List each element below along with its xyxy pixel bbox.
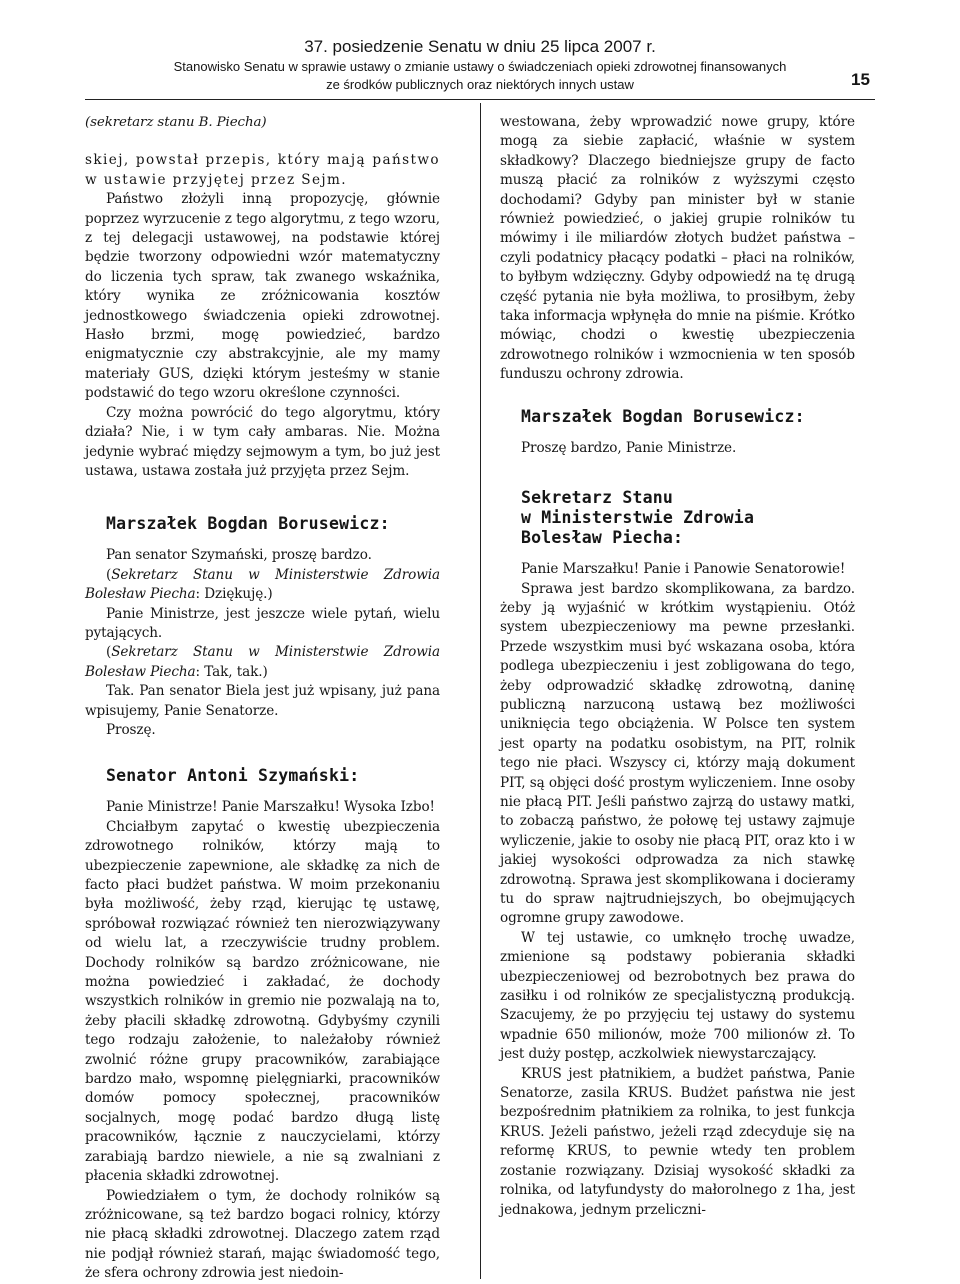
- paragraph: Powiedziałem o tym, że dochody rolników są zróżnicowane, są też bardzo bogaci rolnicy, którzy nie płacą składki zdrowotnej. Dlaczego zatem rząd nie podjął również starań, mając świadomość tego, że sfera ochrony zdrowia jest niedoin-: [85, 1187, 440, 1282]
- paragraph: Tak. Pan senator Biela jest już wpisany, już pana wpisujemy, Panie Senatorze.: [85, 683, 440, 719]
- page-number: 15: [851, 70, 870, 89]
- stage-open: (: [106, 566, 112, 583]
- speaker-heading-line: w Ministerstwie Zdrowia: [521, 508, 755, 528]
- subject-line-2: ze środków publicznych oraz niektórych innych ustaw: [326, 77, 634, 92]
- stage-direction: [85, 643, 440, 682]
- paragraph: Panie Ministrze! Panie Marszałku! Wysoka Izbo!: [106, 799, 435, 816]
- paragraph: Panie Ministrze, jest jeszcze wiele pytań, wielu pytających.: [85, 605, 440, 641]
- column-divider: [480, 103, 481, 1279]
- stage-speaker: Sekretarz Stanu w Ministerstwie Zdrowia Bolesław Piecha: [85, 644, 440, 680]
- paragraph: westowana, żeby wprowadzić nowe grupy, które mogą za siebie zapłacić, właśnie w system składkowy? Dlaczego biedniejsze grupy de facto muszą płacić za rolników z wyższymi często dochodami? Gdyby pan minister był w stanie również powiedzieć, o jakiej grupie rolników tu mówimy i ile miliardów złotych budżet państwa – czyli podatnicy płacący podatki – płaci na rolników, to byłbym wdzięczny. Gdyby odpowiedź na tę drugą część pytania nie była możliwa, to prosiłbym, żeby taka informacja wpłynęła do mnie na piśmie. Krótko mówiąc, chodzi o kwestię ubezpieczenia zdrowotnego rolników i wzmocnienia w ten sposób funduszu ochrony zdrowia.: [500, 114, 855, 383]
- paragraph: Sprawa jest bardzo skomplikowana, za bardzo. żeby ją wyjaśnić w krótkim wystąpieniu. Otóż system ubezpieczeniowy ma pewne przesłanki. Przede wszystkim musi być wskazana osoba, która podlega ubezpieczeniu i jest zobligowana do tego, żeby odprowadzić składkę zdrowotną, daninę publiczną narzuconą ustawą bez możliwości uniknięcia tego obciążenia. W Polsce ten system jest oparty na podatku osobistym, na PIT, rolnik tego nie płaci. Wszyscy ci, którzy mają dokument PIT, są objęci dość prostym wyliczeniem. Inne osoby nie płacą PIT. Jeśli państwo zajrzą do ustawy matki, to zobaczą państwo, że połowę tej ustawy zajmuje wyliczenie, jakie to osoby nie płacą PIT, oraz kto i w jakiej wysokości odprowadza za nich stawkę zdrowotną. Sprawa jest skomplikowana i docieramy tu do spraw najtrudniejszych, bo obejmujących ogromne grupy zawodowe.: [500, 580, 855, 927]
- paragraph: Pan senator Szymański, proszę bardzo.: [106, 547, 372, 564]
- session-title: 37. posiedzenie Senatu w dniu 25 lipca 2007 r.: [304, 37, 656, 56]
- header-rule: [85, 99, 875, 100]
- speaker-heading: Senator Antoni Szymański:: [106, 766, 360, 786]
- paragraph: KRUS jest płatnikiem, a budżet państwa, Panie Senatorze, zasila KRUS. Budżet państwa nie jest bezpośrednim płatnikiem za rolnika, to jest funkcja KRUS. Jeżeli państwo, jeżeli rząd zdecyduje się na reformę KRUS, to pewnie wtedy ten problem zostanie rozwiązany. Dzisiaj wysokość składki za rolnika, od latyfundysty do małorolnego z 1ha, jest jednakowa, jednym przeliczni-: [500, 1065, 855, 1218]
- speaker-note: (sekretarz stanu B. Piecha): [85, 115, 267, 130]
- speaker-heading-line: Sekretarz Stanu: [521, 488, 674, 508]
- paragraph: Państwo złożyli inną propozycję, głównie poprzez wyrzucenie z tego algorytmu, z tego wzoru, z tej delegacji ustawowej, na podstawie której będzie tworzony odpowiedni wzór matematyczny do liczenia tych spraw, tak zwanego wskaźnika, który wynika ze zróżnicowania kosztów jednostkowego świadczenia opieki zdrowotnej. Hasło brzmi, mogę powiedzieć, bardzo enigmatycznie czy abstrakcyjnie, ale my mamy materiały GUS, dzięki którym jesteśmy w stanie podstawić do tego wzoru określone czynności.: [85, 191, 440, 402]
- stage-direction: [85, 566, 440, 605]
- paragraph: Czy można powrócić do tego algorytmu, który działa? Nie, i w tym cały ambaras. Nie. Można jedynie wybrać między sejmowym a tym, bo już jest ustawa, ustawa została już przyjęta przez Sejm.: [85, 404, 440, 479]
- page-header: [85, 36, 875, 94]
- right-column: [500, 113, 855, 1220]
- stage-speaker: Sekretarz Stanu w Ministerstwie Zdrowia Bolesław Piecha: [85, 566, 440, 603]
- paragraph: Panie Marszałku! Panie i Panowie Senatorowie!: [521, 561, 846, 578]
- stage-open: (: [106, 644, 112, 661]
- left-column: [85, 113, 440, 1284]
- paragraph: W tej ustawie, co umknęło trochę uwadze, zmienione są podstawy pobierania składki ubezpieczeniowej od bezrobotnych bez prawa do zasiłku i od rolników ze specjalistyczną produkcją. Szacujemy, że po przyjęciu tej ustawy do systemu wpadnie 650 milionów, może 700 milionów zł. To jest duży postęp, aczkolwiek niewystarczający.: [500, 929, 855, 1063]
- stage-text: : Tak, tak.): [195, 663, 268, 680]
- paragraph: Proszę bardzo, Panie Ministrze.: [521, 439, 737, 456]
- speaker-heading: Marszałek Bogdan Borusewicz:: [521, 406, 805, 426]
- paragraph: skiej, powstał przepis, który mają państwo w ustawie przyjętej przez Sejm.: [85, 152, 440, 188]
- paragraph: Chciałbym zapytać o kwestię ubezpieczenia zdrowotnego rolników, którzy mają to ubezpieczenie zapewnione, ale składkę za nich de facto płaci budżet państwa. W moim przekonaniu była możliwość, żeby rząd, kierując tę ustawę, spróbował rozwiązać również ten nierozwiązywany od wielu lat, a rzeczywiście trudny problem. Dochody rolników są bardzo zróżnicowane, nie można powiedzieć i zakładać, że dochody wszystkich rolników in gremio nie pozwalają na to, żeby płacili składkę zdrowotną. Gdybyśmy czynili tego rodzaju założenie, to należałoby również zwolnić różne grupy pracowników, zarabiające bardzo mało, wspomnę pielęgniarki, pracowników domów pomocy społecznej, pracowników socjalnych, mogę podać bardzo długą listę pracowników, łącznie z nauczycielami, którzy zarabiają bardzo niewiele, a nie są zwalniani z płacenia składki zdrowotnej.: [85, 818, 440, 1185]
- paragraph: Proszę.: [106, 721, 156, 738]
- speaker-heading-line: Bolesław Piecha:: [521, 528, 684, 548]
- speaker-heading: Marszałek Bogdan Borusewicz:: [106, 514, 390, 534]
- subject-line-1: Stanowisko Senatu w sprawie ustawy o zmianie ustawy o świadczeniach opieki zdrowotnej finansowanych: [173, 59, 787, 74]
- stage-text: : Dziękuję.): [195, 586, 273, 603]
